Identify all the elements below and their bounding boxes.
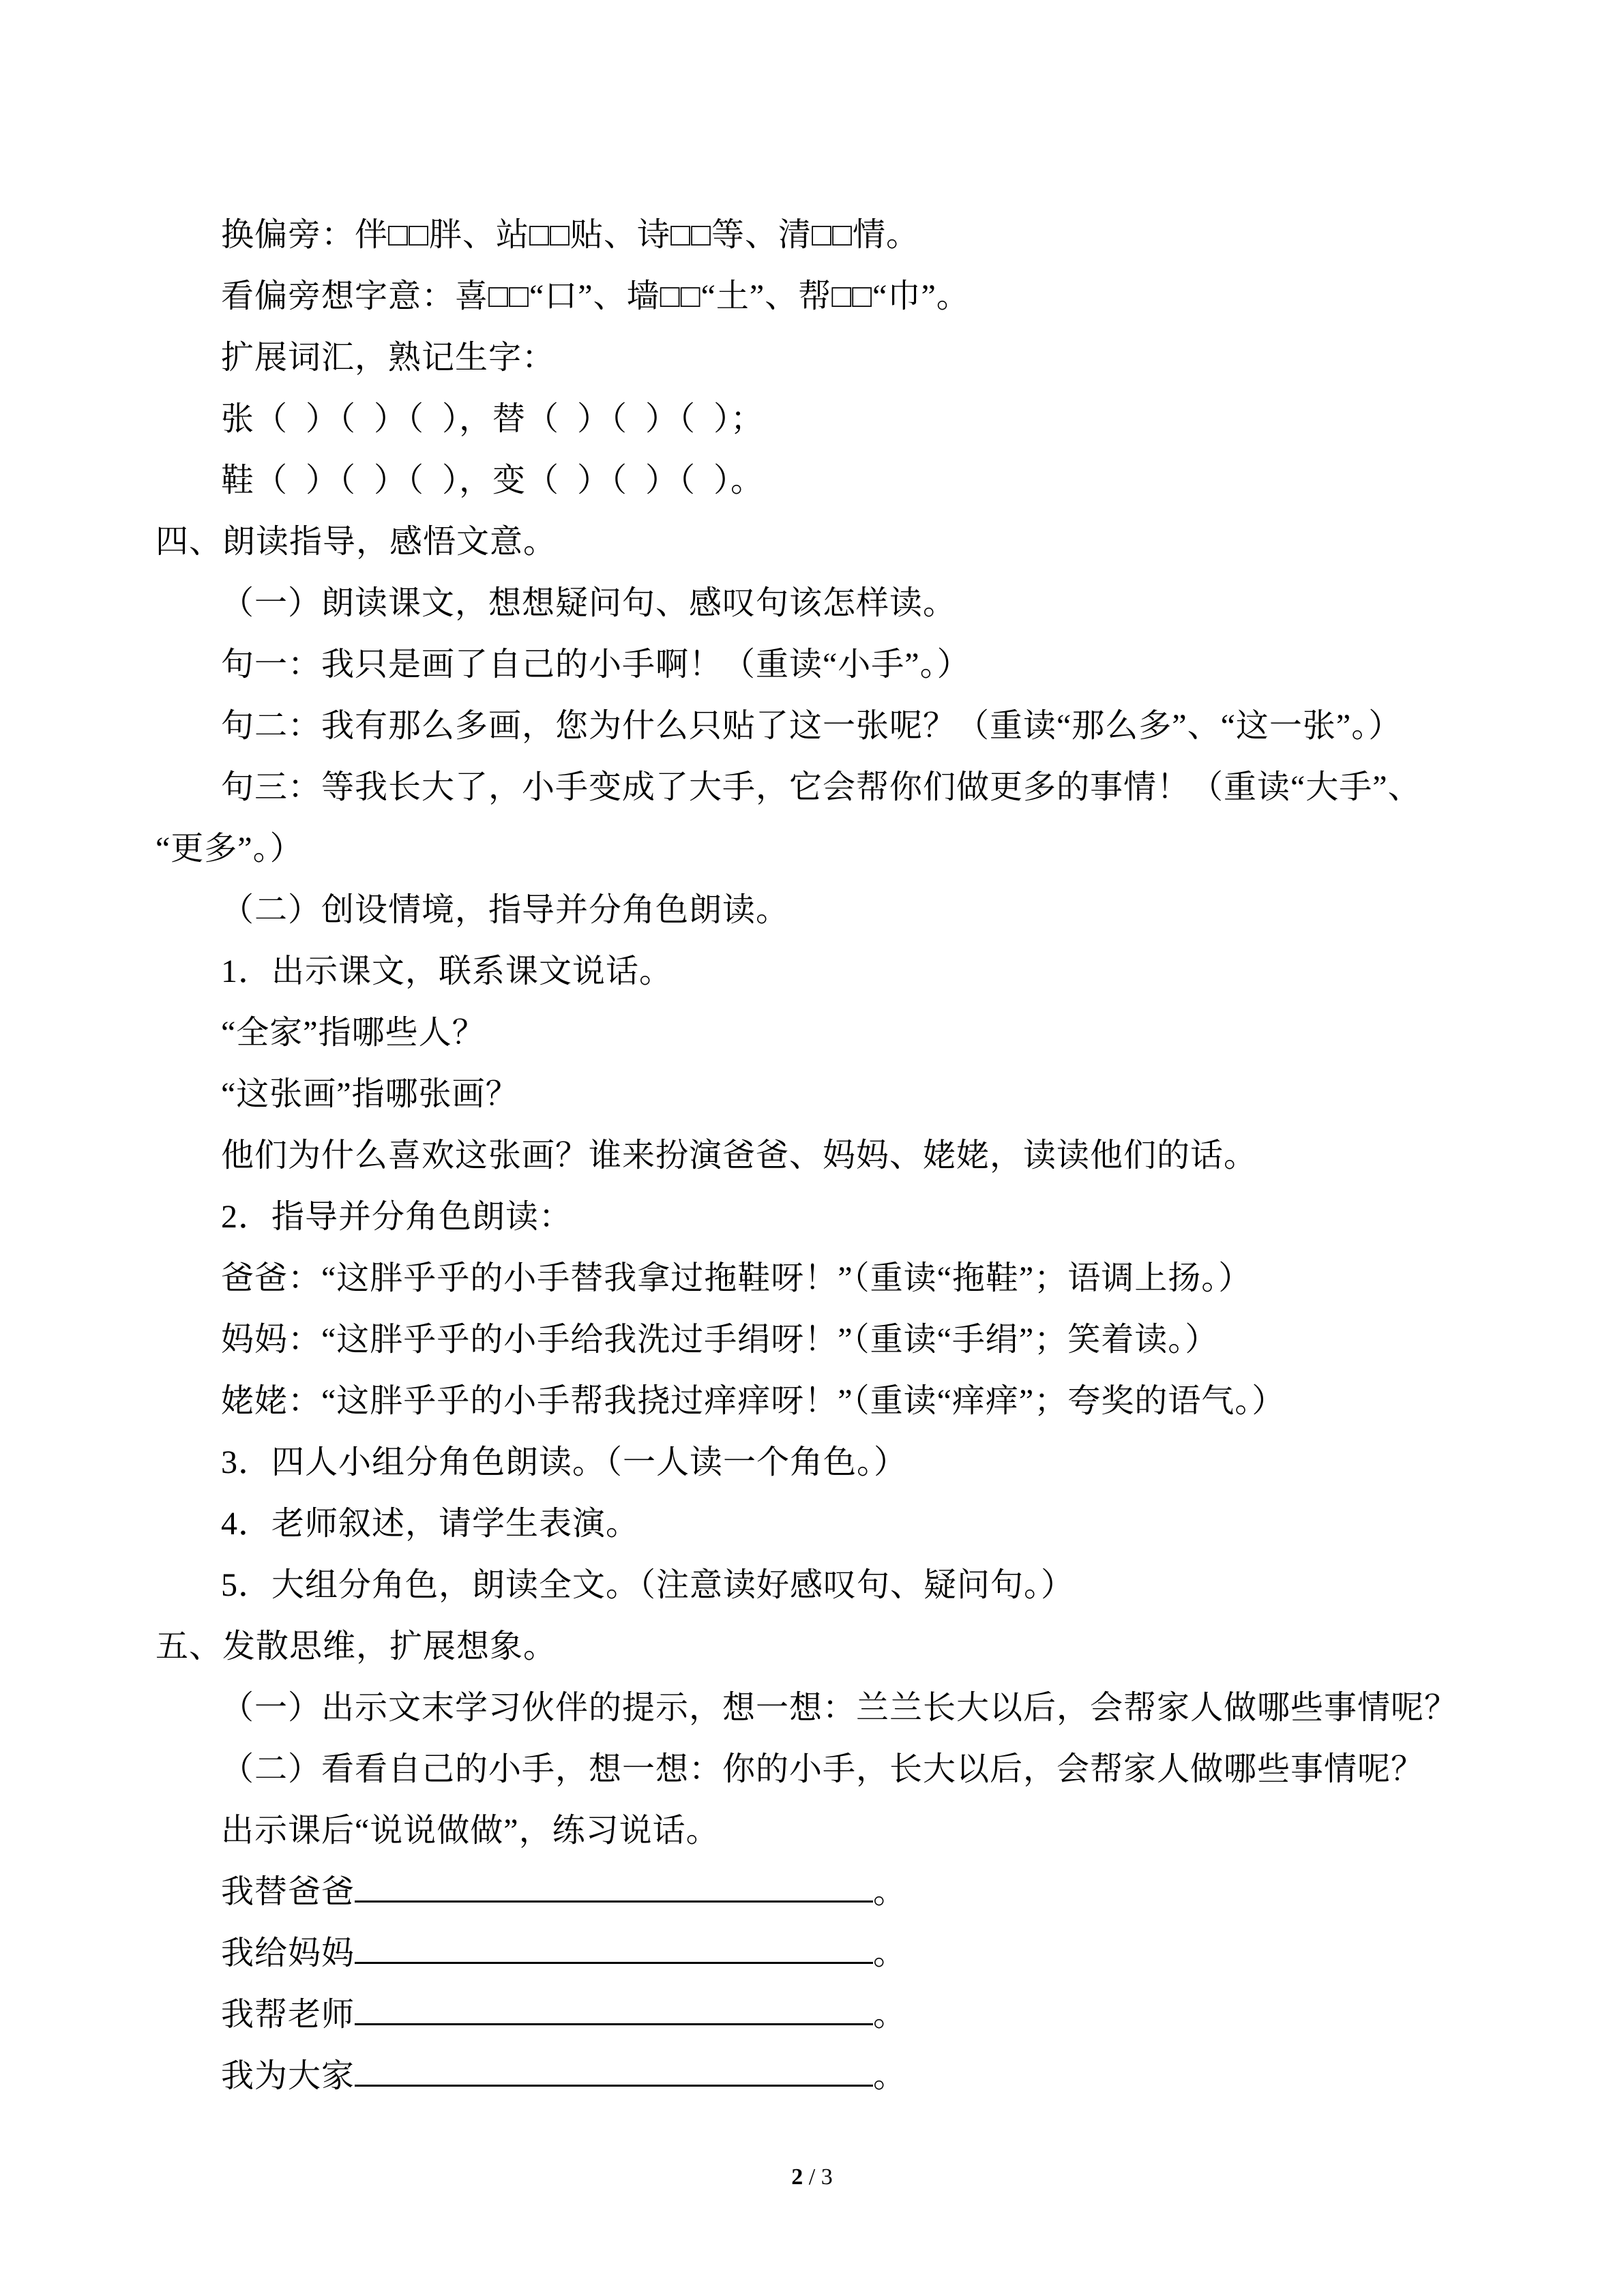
blank-line-suffix: 。: [873, 1997, 907, 2033]
fill-in-blank-line: [355, 1991, 873, 2025]
text-line: 5．大组分角色，朗读全文。（注意读好感叹句、疑问句。）: [221, 1567, 1075, 1603]
text-line: [156, 1862, 1460, 1923]
text-line: 出示课后“说说做做”，练习说话。: [221, 1813, 720, 1849]
blank-line-suffix: 。: [873, 1935, 907, 1971]
document-body: [156, 205, 1460, 2107]
page-number-footer: [0, 2164, 1624, 2190]
blank-line-suffix: 。: [873, 2058, 907, 2094]
section-heading: 五、发散思维，扩展想象。: [156, 1628, 557, 1665]
text-line: “全家”指哪些人？: [221, 1015, 486, 1051]
text-line: 1．出示课文，联系课文说话。: [221, 953, 673, 989]
text-line: 姥姥：“这胖乎乎的小手帮我挠过痒痒呀！”（重读“痒痒”；夸奖的语气。）: [221, 1383, 1286, 1419]
text-line: 看偏旁想字意：喜□□“口”、墙□□“土”、帮□□“巾”。: [221, 278, 970, 314]
text-line: （一）出示文末学习伙伴的提示，想一想：兰兰长大以后，会帮家人做哪些事情呢？: [221, 1690, 1458, 1726]
blank-line-prefix: 我为大家: [221, 2058, 355, 2094]
text-line: 扩展词汇，熟记生字：: [221, 340, 556, 376]
text-line: 句三：等我长大了，小手变成了大手，它会帮你们做更多的事情！（重读“大手”、: [221, 769, 1421, 805]
text-line: 爸爸：“这胖乎乎的小手替我拿过拖鞋呀！”（重读“拖鞋”；语调上扬。）: [221, 1260, 1252, 1296]
text-line: 句一：我只是画了自己的小手啊！（重读“小手”。）: [221, 646, 971, 683]
text-line: （一）朗读课文，想想疑问句、感叹句该怎样读。: [221, 585, 957, 621]
blank-line-suffix: 。: [873, 1874, 907, 1910]
text-line: 换偏旁：伴□□胖、站□□贴、诗□□等、清□□情。: [221, 217, 919, 253]
text-line: “更多”。）: [156, 831, 304, 867]
text-line: 鞋（ ）（ ）（ ），变（ ）（ ）（ ）。: [221, 462, 765, 498]
text-line: （二）创设情境，指导并分角色朗读。: [221, 892, 790, 928]
total-page-count: 3: [821, 2164, 833, 2190]
text-line: 4．老师叙述，请学生表演。: [221, 1506, 640, 1542]
text-line: （二）看看自己的小手，想一想：你的小手，长大以后，会帮家人做哪些事情呢？: [221, 1751, 1425, 1787]
fill-in-blank-line: [355, 1868, 873, 1903]
text-line: [156, 1984, 1460, 2046]
text-line: 妈妈：“这胖乎乎的小手给我洗过手绢呀！”（重读“手绢”；笑着读。）: [221, 1322, 1219, 1358]
blank-line-prefix: 我给妈妈: [221, 1935, 355, 1971]
section-heading: 四、朗读指导，感悟文意。: [156, 524, 557, 560]
text-line: 他们为什么喜欢这张画？谁来扮演爸爸、妈妈、姥姥，读读他们的话。: [221, 1137, 1258, 1174]
fill-in-blank-line: [355, 1929, 873, 1964]
text-line: [156, 1923, 1460, 1984]
blank-line-prefix: 我替爸爸: [221, 1874, 355, 1910]
text-line: 句二：我有那么多画，您为什么只贴了这一张呢？（重读“那么多”、“这一张”。）: [221, 708, 1402, 744]
text-line: [156, 2046, 1460, 2107]
fill-in-blank-line: [355, 2052, 873, 2087]
text-line: 3．四人小组分角色朗读。（一人读一个角色。）: [221, 1444, 908, 1480]
current-page-number: 2: [791, 2164, 803, 2190]
text-line: 张（ ）（ ）（ ），替（ ）（ ）（ ）；: [221, 401, 765, 437]
text-line: 2．指导并分角色朗读：: [221, 1199, 573, 1235]
blank-line-prefix: 我帮老师: [221, 1997, 355, 2033]
page-number-separator: /: [803, 2164, 821, 2190]
text-line: “这张画”指哪张画？: [221, 1076, 519, 1112]
